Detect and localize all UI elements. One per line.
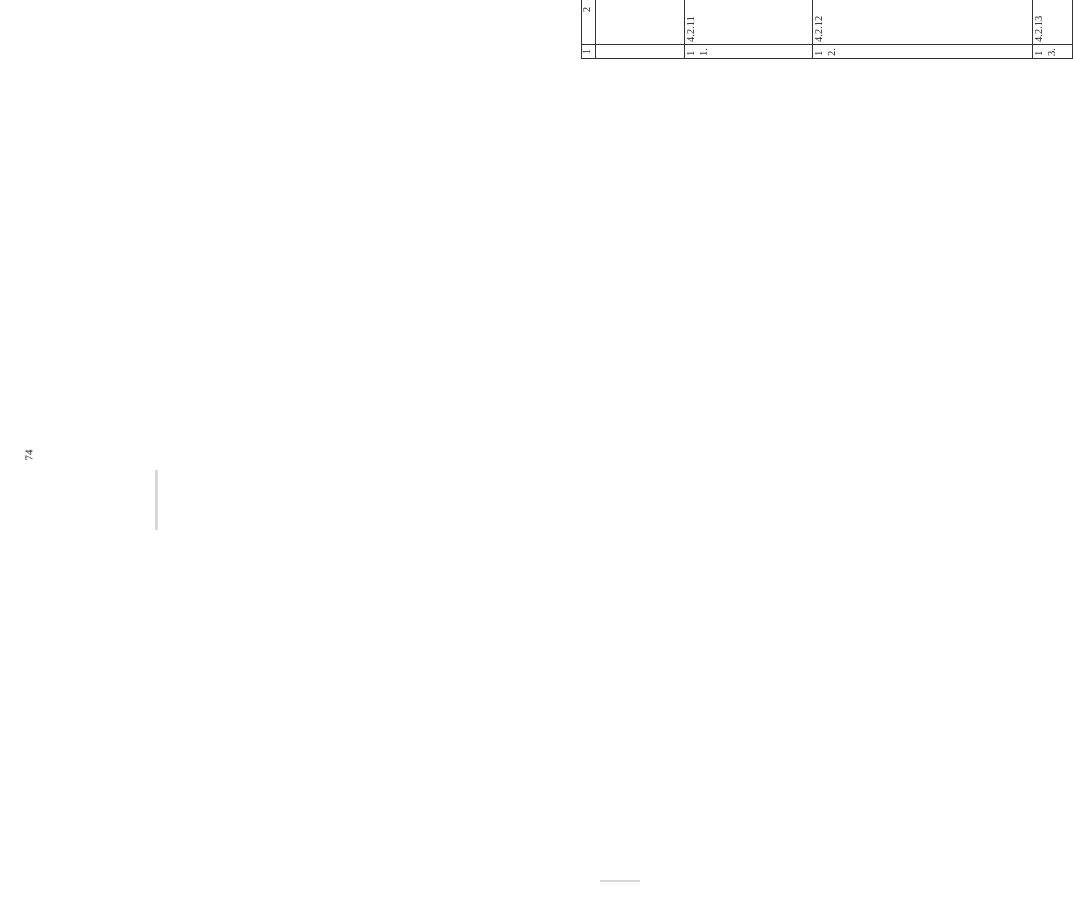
row-number-cell: 11. bbox=[685, 45, 813, 59]
header-cell: 1 bbox=[582, 45, 596, 59]
gas-pipeline-table bbox=[581, 0, 1073, 59]
page-number: 74 bbox=[23, 449, 36, 461]
scan-artifact bbox=[600, 880, 640, 882]
code-cell: 4.2.13 bbox=[1033, 0, 1073, 45]
table-row bbox=[813, 0, 1033, 59]
code-cell: 4.2.11 bbox=[685, 0, 813, 45]
code-cell: 4.2.12 bbox=[813, 0, 1033, 45]
table-row bbox=[596, 0, 685, 59]
scan-artifact bbox=[155, 470, 158, 530]
row-number-cell: 12. bbox=[813, 45, 1033, 59]
column-number-row bbox=[582, 0, 596, 59]
row-number-cell: 13. bbox=[1033, 45, 1073, 59]
row-number-cell bbox=[596, 45, 685, 59]
header-cell: 2 bbox=[582, 0, 596, 45]
table-row bbox=[1033, 0, 1073, 59]
code-cell bbox=[596, 0, 685, 45]
table-row bbox=[685, 0, 813, 59]
rotated-table-wrapper bbox=[581, 0, 1071, 59]
